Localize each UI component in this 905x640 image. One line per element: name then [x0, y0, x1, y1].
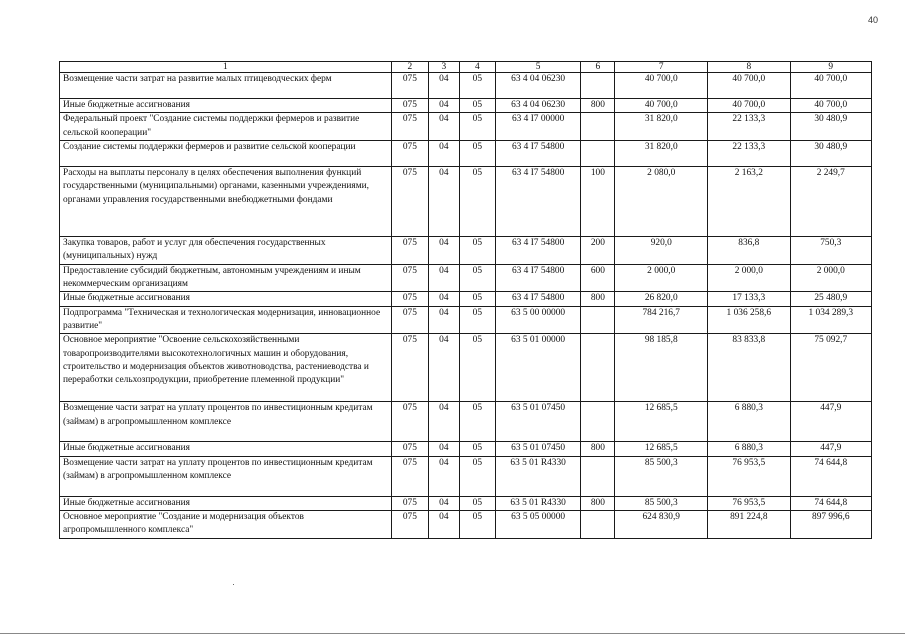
table-row — [60, 113, 872, 141]
table-cell: 05 — [459, 511, 495, 539]
table-cell: 2 249,7 — [790, 167, 871, 237]
table-cell: 04 — [428, 264, 459, 292]
table-cell: 22 133,3 — [708, 113, 790, 141]
table-cell: 624 830,9 — [615, 511, 708, 539]
table-cell: 17 133,3 — [708, 292, 790, 306]
table-cell: 63 5 01 07450 — [495, 442, 581, 456]
table-cell: 800 — [581, 99, 615, 113]
table-cell: 63 5 01 R4330 — [495, 496, 581, 510]
table-cell: 04 — [428, 237, 459, 265]
table-cell — [581, 334, 615, 402]
table-cell: 800 — [581, 442, 615, 456]
table-cell: 63 4 I7 54800 — [495, 237, 581, 265]
row-name-cell: Иные бюджетные ассигнования — [60, 442, 392, 456]
table-cell: 26 820,0 — [615, 292, 708, 306]
table-cell: 05 — [459, 264, 495, 292]
column-header: 6 — [581, 62, 615, 73]
table-cell: 40 700,0 — [708, 99, 790, 113]
table-cell: 05 — [459, 237, 495, 265]
table-cell: 05 — [459, 442, 495, 456]
table-cell: 075 — [391, 306, 428, 334]
table-cell: 04 — [428, 141, 459, 167]
table-cell: 075 — [391, 167, 428, 237]
table-cell: 897 996,6 — [790, 511, 871, 539]
table-cell: 25 480,9 — [790, 292, 871, 306]
table-cell: 075 — [391, 73, 428, 99]
table-cell: 40 700,0 — [708, 73, 790, 99]
table-cell: 63 5 05 00000 — [495, 511, 581, 539]
table-cell: 31 820,0 — [615, 141, 708, 167]
table-cell: 2 080,0 — [615, 167, 708, 237]
column-header: 8 — [708, 62, 790, 73]
row-name-cell: Возмещение части затрат на уплату процентов по инвестиционным кредитам (займам) в агропромышленном комплексе — [60, 402, 392, 442]
table-row — [60, 334, 872, 402]
table-cell: 075 — [391, 237, 428, 265]
table-cell: 750,3 — [790, 237, 871, 265]
row-name-cell: Возмещение части затрат на развитие малых птицеводческих ферм — [60, 73, 392, 99]
table-cell: 075 — [391, 264, 428, 292]
table-cell: 6 880,3 — [708, 442, 790, 456]
table-cell: 75 092,7 — [790, 334, 871, 402]
table-cell: 075 — [391, 402, 428, 442]
row-name-cell: Федеральный проект "Создание системы поддержки фермеров и развитие сельской кооперации" — [60, 113, 392, 141]
table-cell: 1 034 289,3 — [790, 306, 871, 334]
table-cell: 63 5 01 07450 — [495, 402, 581, 442]
table-cell: 04 — [428, 167, 459, 237]
table-cell: 1 036 258,6 — [708, 306, 790, 334]
table-row — [60, 99, 872, 113]
table-cell: 800 — [581, 496, 615, 510]
table-cell: 100 — [581, 167, 615, 237]
table-cell: 447,9 — [790, 442, 871, 456]
table-cell: 30 480,9 — [790, 113, 871, 141]
table-cell: 04 — [428, 334, 459, 402]
table-cell: 447,9 — [790, 402, 871, 442]
row-name-cell: Предоставление субсидий бюджетным, автономным учреждениям и иным некоммерческим организациям — [60, 264, 392, 292]
table-cell: 075 — [391, 511, 428, 539]
table-row — [60, 402, 872, 442]
table-cell — [581, 402, 615, 442]
table-cell: 075 — [391, 442, 428, 456]
page-bottom-rule — [0, 633, 905, 634]
table-cell: 05 — [459, 456, 495, 496]
table-cell: 04 — [428, 442, 459, 456]
table-cell: 31 820,0 — [615, 113, 708, 141]
table-cell: 76 953,5 — [708, 496, 790, 510]
table-cell: 920,0 — [615, 237, 708, 265]
table-cell: 6 880,3 — [708, 402, 790, 442]
table-cell — [581, 456, 615, 496]
column-header: 2 — [391, 62, 428, 73]
table-row — [60, 167, 872, 237]
table-cell: 04 — [428, 456, 459, 496]
table-cell: 63 4 I7 00000 — [495, 113, 581, 141]
table-cell: 98 185,8 — [615, 334, 708, 402]
table-cell: 800 — [581, 292, 615, 306]
table-cell — [581, 113, 615, 141]
row-name-cell: Основное мероприятие "Освоение сельскохозяйственными товаропроизводителями высокотехнологичных машин и оборудования, строительство и модернизация объектов животноводства, растениеводства и переработки сельхозпродукции, приобретение племенной продукции" — [60, 334, 392, 402]
column-header: 1 — [60, 62, 392, 73]
table-cell: 2 000,0 — [790, 264, 871, 292]
row-name-cell: Иные бюджетные ассигнования — [60, 292, 392, 306]
column-header: 4 — [459, 62, 495, 73]
table-row — [60, 496, 872, 510]
row-name-cell: Возмещение части затрат на уплату процентов по инвестиционным кредитам (займам) в агропромышленном комплексе — [60, 456, 392, 496]
table-cell: 04 — [428, 99, 459, 113]
table-cell: 05 — [459, 292, 495, 306]
table-cell: 22 133,3 — [708, 141, 790, 167]
table-cell: 05 — [459, 496, 495, 510]
table-row — [60, 456, 872, 496]
row-name-cell: Закупка товаров, работ и услуг для обеспечения государственных (муниципальных) нужд — [60, 237, 392, 265]
table-cell: 836,8 — [708, 237, 790, 265]
table-row — [60, 511, 872, 539]
table-row — [60, 141, 872, 167]
row-name-cell: Расходы на выплаты персоналу в целях обеспечения выполнения функций государственными (муниципальными) органами, казенными учреждениями, органами управления государственными внебюджетными фондами — [60, 167, 392, 237]
row-name-cell: Создание системы поддержки фермеров и развитие сельской кооперации — [60, 141, 392, 167]
table-cell: 12 685,5 — [615, 402, 708, 442]
table-cell: 075 — [391, 292, 428, 306]
row-name-cell: Подпрограмма "Техническая и технологическая модернизация, инновационное развитие" — [60, 306, 392, 334]
table-cell: 63 4 04 06230 — [495, 73, 581, 99]
table-cell: 2 163,2 — [708, 167, 790, 237]
table-cell: 04 — [428, 511, 459, 539]
table-cell: 63 4 I7 54800 — [495, 167, 581, 237]
table-cell: 05 — [459, 306, 495, 334]
table-cell — [581, 73, 615, 99]
table-cell — [581, 141, 615, 167]
column-header: 5 — [495, 62, 581, 73]
table-cell: 075 — [391, 99, 428, 113]
table-cell: 12 685,5 — [615, 442, 708, 456]
table-cell: 075 — [391, 141, 428, 167]
table-cell: 04 — [428, 402, 459, 442]
table-cell: 40 700,0 — [615, 99, 708, 113]
table-cell: 05 — [459, 141, 495, 167]
table-cell: 40 700,0 — [615, 73, 708, 99]
header-row — [60, 62, 872, 73]
table-cell: 63 5 00 00000 — [495, 306, 581, 334]
column-header: 7 — [615, 62, 708, 73]
column-header: 3 — [428, 62, 459, 73]
row-name-cell: Иные бюджетные ассигнования — [60, 496, 392, 510]
table-body — [60, 73, 872, 539]
table-row — [60, 292, 872, 306]
table-cell: 63 4 I7 54800 — [495, 264, 581, 292]
table-cell: 63 5 01 00000 — [495, 334, 581, 402]
table-cell: 784 216,7 — [615, 306, 708, 334]
row-name-cell: Иные бюджетные ассигнования — [60, 99, 392, 113]
table-cell: 74 644,8 — [790, 496, 871, 510]
table-cell: 85 500,3 — [615, 496, 708, 510]
scan-speck — [233, 584, 234, 585]
column-header: 9 — [790, 62, 871, 73]
table-cell: 05 — [459, 99, 495, 113]
table-cell: 63 4 I7 54800 — [495, 292, 581, 306]
table-cell: 200 — [581, 237, 615, 265]
table-cell: 075 — [391, 456, 428, 496]
table-cell: 63 4 04 06230 — [495, 99, 581, 113]
table-cell: 04 — [428, 113, 459, 141]
table-cell: 04 — [428, 306, 459, 334]
table-cell: 40 700,0 — [790, 99, 871, 113]
table-cell: 075 — [391, 113, 428, 141]
table-cell: 63 5 01 R4330 — [495, 456, 581, 496]
table-cell: 74 644,8 — [790, 456, 871, 496]
table-cell: 05 — [459, 113, 495, 141]
table-cell: 05 — [459, 402, 495, 442]
table-row — [60, 442, 872, 456]
table-cell: 04 — [428, 496, 459, 510]
table-row — [60, 73, 872, 99]
budget-table — [59, 61, 872, 539]
table-cell: 04 — [428, 73, 459, 99]
table-cell: 63 4 I7 54800 — [495, 141, 581, 167]
table-cell: 05 — [459, 334, 495, 402]
table-cell: 85 500,3 — [615, 456, 708, 496]
row-name-cell: Основное мероприятие "Создание и модернизация объектов агропромышленного комплекса" — [60, 511, 392, 539]
table-cell: 891 224,8 — [708, 511, 790, 539]
table-cell: 075 — [391, 334, 428, 402]
table-cell: 83 833,8 — [708, 334, 790, 402]
table-row — [60, 264, 872, 292]
table-cell: 075 — [391, 496, 428, 510]
table-cell: 05 — [459, 167, 495, 237]
table-row — [60, 306, 872, 334]
table-cell: 30 480,9 — [790, 141, 871, 167]
table-cell: 2 000,0 — [708, 264, 790, 292]
table-row — [60, 237, 872, 265]
table-cell: 04 — [428, 292, 459, 306]
table-cell: 40 700,0 — [790, 73, 871, 99]
table-cell — [581, 306, 615, 334]
table-cell: 05 — [459, 73, 495, 99]
table-cell: 600 — [581, 264, 615, 292]
page-number: 40 — [867, 15, 878, 25]
table-cell: 2 000,0 — [615, 264, 708, 292]
table-cell: 76 953,5 — [708, 456, 790, 496]
table-cell — [581, 511, 615, 539]
